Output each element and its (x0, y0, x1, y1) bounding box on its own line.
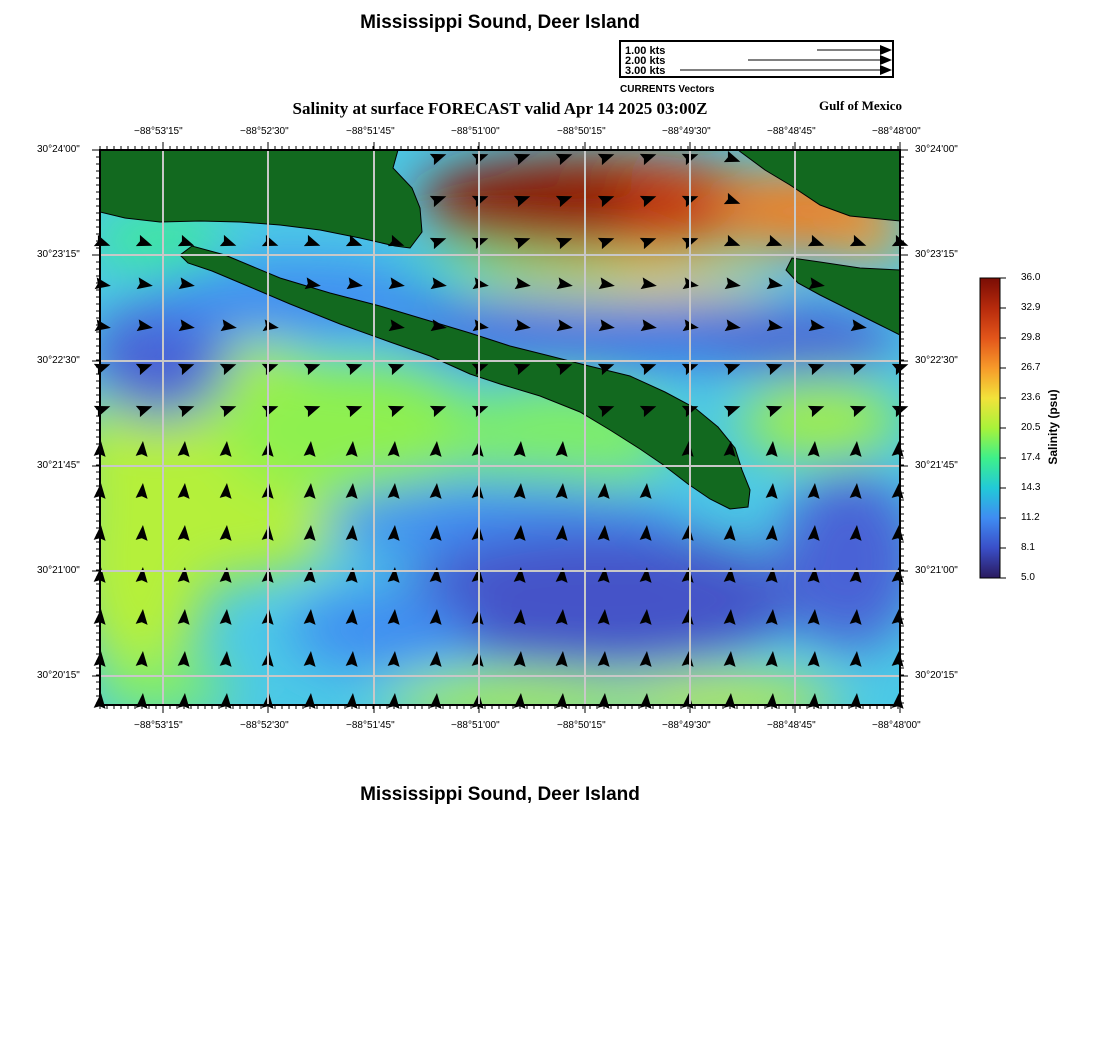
vector-legend-title: CURRENTS Vectors (620, 84, 715, 95)
colorbar-tick-label: 36.0 (1021, 272, 1041, 283)
lat-label-left: 30°23'15" (37, 249, 80, 260)
colorbar-tick-label: 14.3 (1021, 482, 1041, 493)
lon-label-bottom: −88°51'45" (346, 720, 395, 731)
colorbar-tick-label: 8.1 (1021, 542, 1035, 553)
colorbar-tick-label: 11.2 (1021, 512, 1040, 523)
vector-legend-label-2kt: 2.00 kts (625, 55, 666, 67)
lon-label-bottom: −88°51'00" (451, 720, 500, 731)
lon-label-top: −88°48'45" (767, 126, 816, 137)
vector-legend-label-1kt: 1.00 kts (625, 45, 666, 57)
lat-label-left: 30°24'00" (37, 144, 80, 155)
colorbar (980, 278, 1006, 578)
bottom-title: Mississippi Sound, Deer Island (360, 784, 640, 805)
lat-label-right: 30°22'30" (915, 355, 958, 366)
vector-legend-arrows (680, 45, 892, 75)
colorbar-tick-label: 17.4 (1021, 452, 1041, 463)
lon-label-top: −88°50'15" (557, 126, 606, 137)
colorbar-tick-label: 5.0 (1021, 572, 1035, 583)
lat-label-left: 30°20'15" (37, 670, 80, 681)
lon-label-bottom: −88°48'45" (767, 720, 816, 731)
colorbar-tick-label: 32.9 (1021, 302, 1041, 313)
lon-label-top: −88°52'30" (240, 126, 289, 137)
lon-label-bottom: −88°52'30" (240, 720, 289, 731)
lat-label-right: 30°21'45" (915, 460, 958, 471)
lat-label-right: 30°24'00" (915, 144, 958, 155)
lon-label-bottom: −88°53'15" (134, 720, 183, 731)
lon-label-bottom: −88°50'15" (557, 720, 606, 731)
colorbar-tick-label: 20.5 (1021, 422, 1041, 433)
colorbar-tick-label: 29.8 (1021, 332, 1041, 343)
lon-label-top: −88°53'15" (134, 126, 183, 137)
vector-legend-label-3kt: 3.00 kts (625, 65, 666, 77)
lat-label-left: 30°21'00" (37, 565, 80, 576)
map-subtitle: Salinity at surface FORECAST valid Apr 14 2025 03:00Z (292, 99, 708, 118)
lon-label-bottom: −88°48'00" (872, 720, 921, 731)
lat-label-right: 30°21'00" (915, 565, 958, 576)
salinity-field (70, 150, 920, 725)
lat-label-left: 30°22'30" (37, 355, 80, 366)
lon-label-top: −88°51'00" (451, 126, 500, 137)
map-title: Mississippi Sound, Deer Island (360, 12, 640, 33)
lon-label-top: −88°49'30" (662, 126, 711, 137)
lon-label-bottom: −88°49'30" (662, 720, 711, 731)
lon-label-top: −88°48'00" (872, 126, 921, 137)
lat-label-right: 30°23'15" (915, 249, 958, 260)
lat-label-left: 30°21'45" (37, 460, 80, 471)
colorbar-label: Salinity (psu) (1046, 389, 1060, 465)
lon-label-top: −88°51'45" (346, 126, 395, 137)
region-label: Gulf of Mexico (818, 98, 902, 113)
colorbar-tick-label: 26.7 (1021, 362, 1041, 373)
colorbar-tick-label: 23.6 (1021, 392, 1041, 403)
lat-label-right: 30°20'15" (915, 670, 958, 681)
